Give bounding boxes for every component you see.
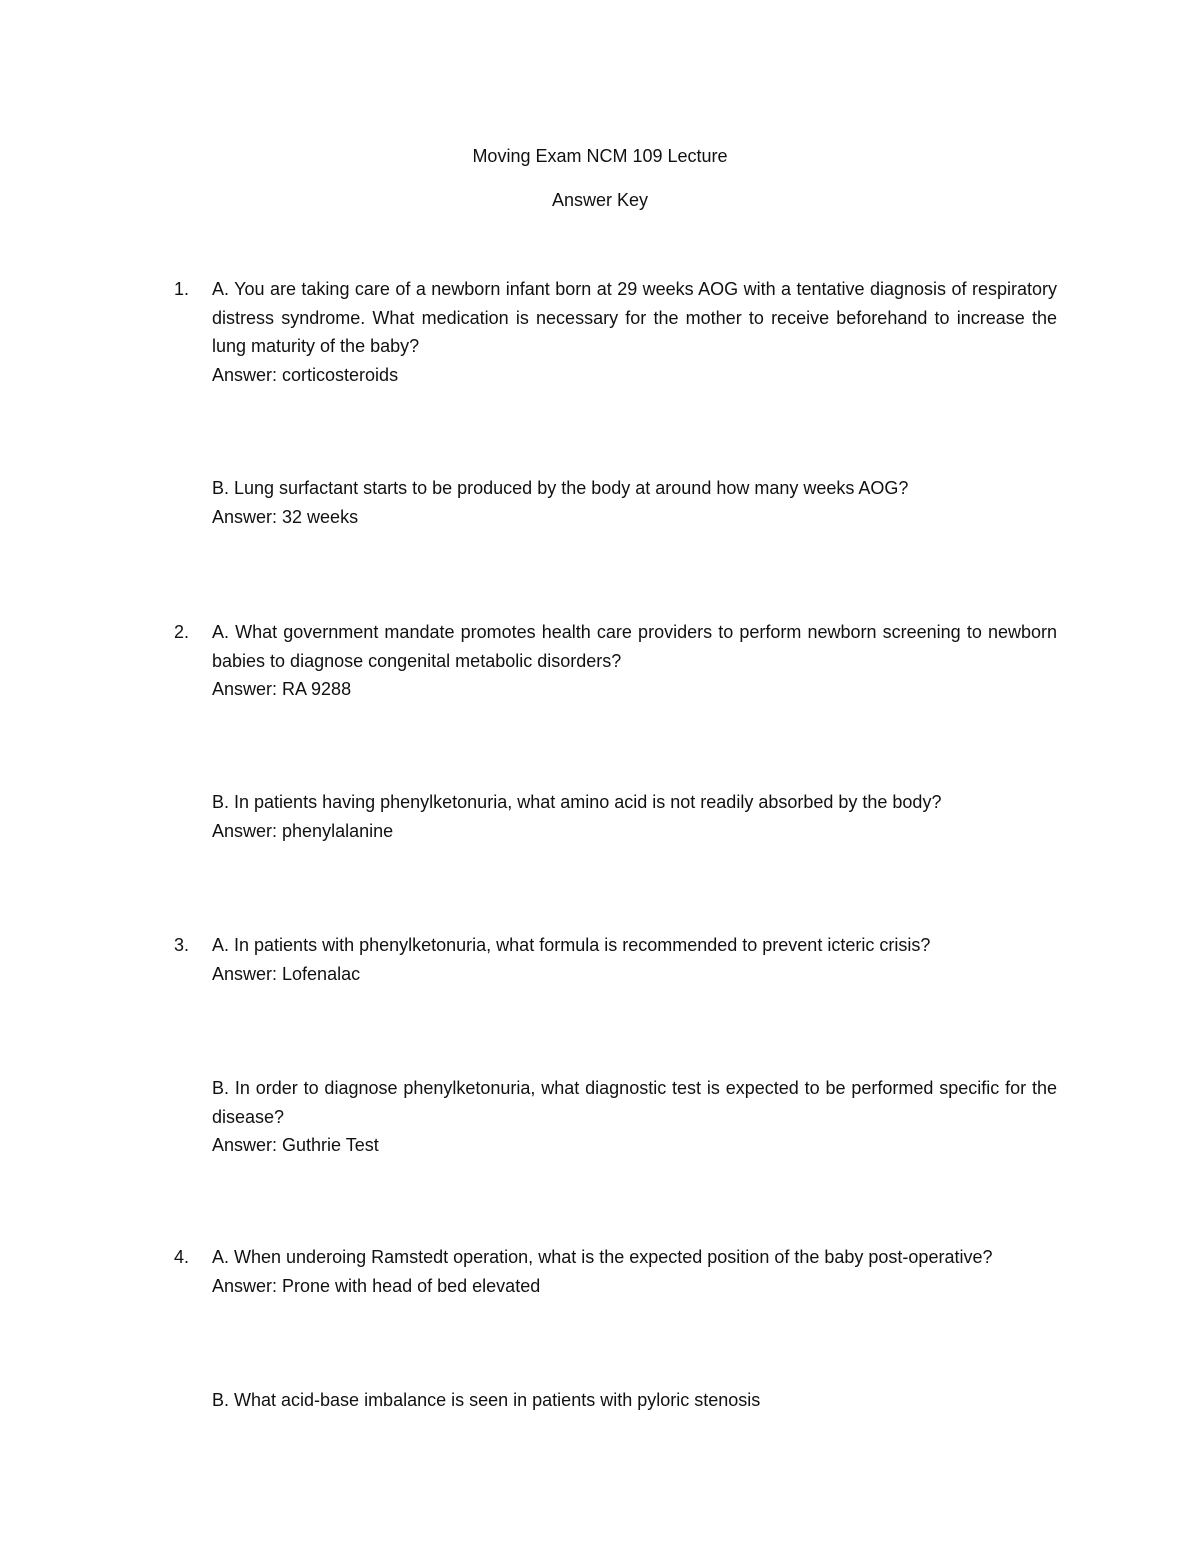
question-text: B. In patients having phenylketonuria, what amino acid is not readily absorbed by the body? [212, 792, 942, 812]
question-3a [174, 931, 1057, 988]
question-2a [174, 618, 1057, 704]
question-4a [174, 1243, 1057, 1300]
question-3b [212, 1074, 1057, 1160]
answer-text: Answer: Lofenalac [212, 963, 361, 984]
document-subtitle: Answer Key [551, 190, 649, 210]
question-1b [212, 474, 1057, 531]
question-text: A. When underoing Ramstedt operation, what is the expected position of the baby post-operative? [212, 1247, 993, 1267]
question-number: 3. [174, 935, 190, 955]
answer-text: Answer: RA 9288 [212, 679, 352, 699]
answer-text: Answer: 32 weeks [212, 506, 359, 527]
question-text: A. In patients with phenylketonuria, what formula is recommended to prevent icteric crisis? [212, 935, 931, 955]
answer-text: Answer: corticosteroids [212, 364, 399, 385]
question-text: A. What government mandate promotes health care providers to perform newborn screening to newborn babies to diagnose congenital metabolic disorders? [212, 622, 1057, 671]
question-text: B. Lung surfactant starts to be produced by the body at around how many weeks AOG? [212, 478, 909, 498]
question-number: 2. [174, 622, 190, 642]
answer-text: Answer: phenylalanine [212, 820, 394, 841]
question-1a [174, 275, 1057, 389]
question-4b [212, 1386, 1057, 1415]
answer-text: Answer: Guthrie Test [212, 1135, 379, 1155]
question-number: 1. [174, 279, 190, 299]
question-2b [212, 788, 1057, 845]
question-text: B. What acid-base imbalance is seen in patients with pyloric stenosis [212, 1390, 761, 1410]
question-text: B. In order to diagnose phenylketonuria, what diagnostic test is expected to be performed specific for the disease? [212, 1078, 1057, 1127]
answer-text: Answer: Prone with head of bed elevated [212, 1275, 541, 1296]
question-number: 4. [174, 1247, 190, 1267]
question-text: A. You are taking care of a newborn infant born at 29 weeks AOG with a tentative diagnosis of respiratory distress syndrome. What medication is necessary for the mother to receive beforehand to increase the lung maturity of the baby? [212, 279, 1057, 356]
document-title: Moving Exam NCM 109 Lecture [472, 146, 728, 166]
